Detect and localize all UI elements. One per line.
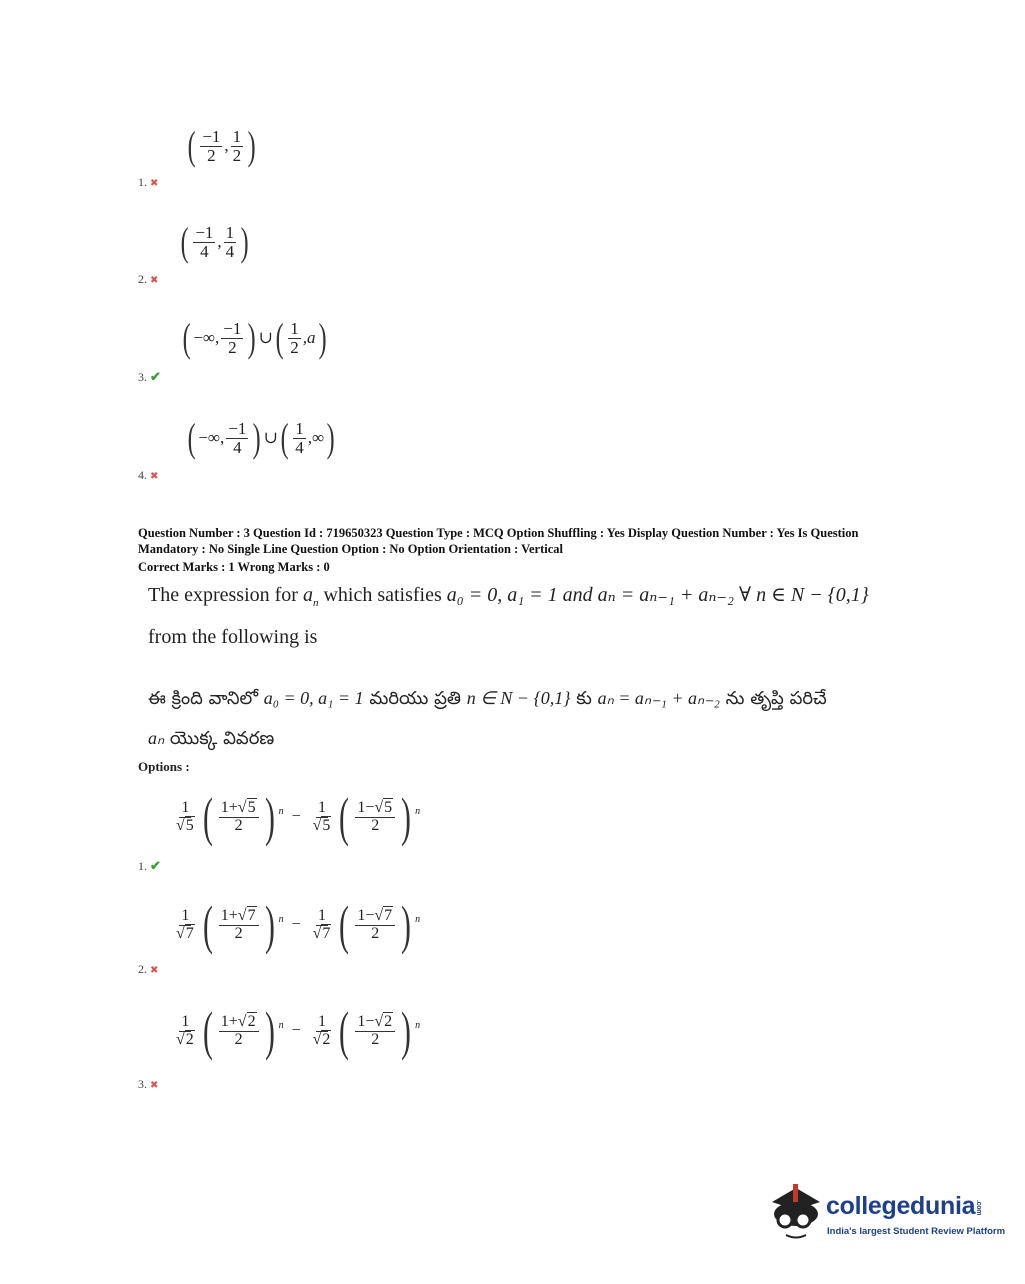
q2-option-4-math: ( −∞, $\frac{-1}{4}$ ) ∪ ( $\frac{1}{4}$ ,∞ ) — [187, 415, 335, 460]
cross-icon: ✖ — [150, 178, 159, 189]
cross-icon: ✖ — [150, 965, 159, 976]
q3-option-3-label[interactable]: 3. ✖ — [138, 1077, 159, 1091]
check-icon: ✔ — [150, 369, 161, 384]
options-label: Options : — [138, 759, 190, 774]
fraction: $\frac{-1}{2}$ — [202, 126, 221, 165]
q2-option-3-math: ( −∞, $\frac{-1}{2}$ ) ∪ ( $\frac{1}{2}$ ,a ) — [182, 315, 327, 360]
q3-option-1-label[interactable]: 1. ✔ — [138, 858, 161, 873]
q2-option-3-label[interactable]: 3. ✔ — [138, 369, 161, 384]
logo-tagline: India's largest Student Review Platform — [827, 1226, 1006, 1237]
question-text-english: The expression for $a_n$ which satisfies a₀ = 0, a₁ = 1 and aₙ = aₙ₋₁ + aₙ₋₂ ∀ n ∈ N − {0,1} — [148, 584, 869, 609]
q2-option-4-label[interactable]: 4. ✖ — [138, 468, 159, 482]
check-icon: ✔ — [150, 858, 161, 873]
q3-option-3-math: $\frac{1}{√2}$ ( $\frac{1+√2}{2}$ ) n − $\frac{1}{√2}$ ( $\frac{1-√2}{2}$ ) n — [176, 1001, 421, 1061]
fraction: $\frac{1}{2}$ — [232, 126, 242, 165]
close-paren: ) — [247, 123, 256, 168]
open-paren: ( — [187, 123, 196, 168]
cross-icon: ✖ — [150, 471, 159, 482]
question-text-english-line2: from the following is — [148, 626, 318, 648]
q3-option-2-math: $\frac{1}{√7}$ ( $\frac{1+√7}{2}$ ) n − $\frac{1}{√7}$ ( $\frac{1-√7}{2}$ ) n — [176, 895, 421, 955]
q3-option-2-label[interactable]: 2. ✖ — [138, 962, 159, 976]
q2-option-2-math: ( $\frac{-1}{4}$ , $\frac{1}{4}$ ) — [180, 219, 249, 264]
q2-option-1-math: ( $\frac{-1}{2}$ , $\frac{1}{2}$ ) — [187, 123, 256, 168]
question-meta: Question Number : 3 Question Id : 719650323 Question Type : MCQ Option Shuffling : Yes Display Question Number : Yes Is Question Mandatory : No Single Line Question Option : No Option Orientation : Vertical Correct Marks : 1 Wrong Marks : 0 — [138, 526, 859, 574]
q3-option-1-math: $\frac{1}{√5}$ ( $\frac{1+√5}{2}$ ) n − $\frac{1}{√5}$ ( $\frac{1-√5}{2}$ ) n — [176, 787, 421, 847]
question-text-telugu: ఈ క్రింది వానిలో a₀ = 0, a₁ = 1 మరియు ప్రతి n ∈ N − {0,1} కు aₙ = aₙ₋₁ + aₙ₋₂ ను తృప్తి పరిచే — [148, 688, 827, 709]
collegedunia-logo[interactable] — [766, 1180, 1006, 1250]
q2-option-1-label[interactable]: 1. ✖ — [138, 175, 159, 189]
cross-icon: ✖ — [150, 1080, 159, 1091]
question-text-telugu-line2: aₙ యొక్క వివరణ — [148, 728, 275, 749]
logo-wordmark: collegedunia.com — [826, 1192, 983, 1220]
student-mascot-icon — [766, 1180, 824, 1244]
q2-option-2-label[interactable]: 2. ✖ — [138, 272, 159, 286]
cross-icon: ✖ — [150, 275, 159, 286]
